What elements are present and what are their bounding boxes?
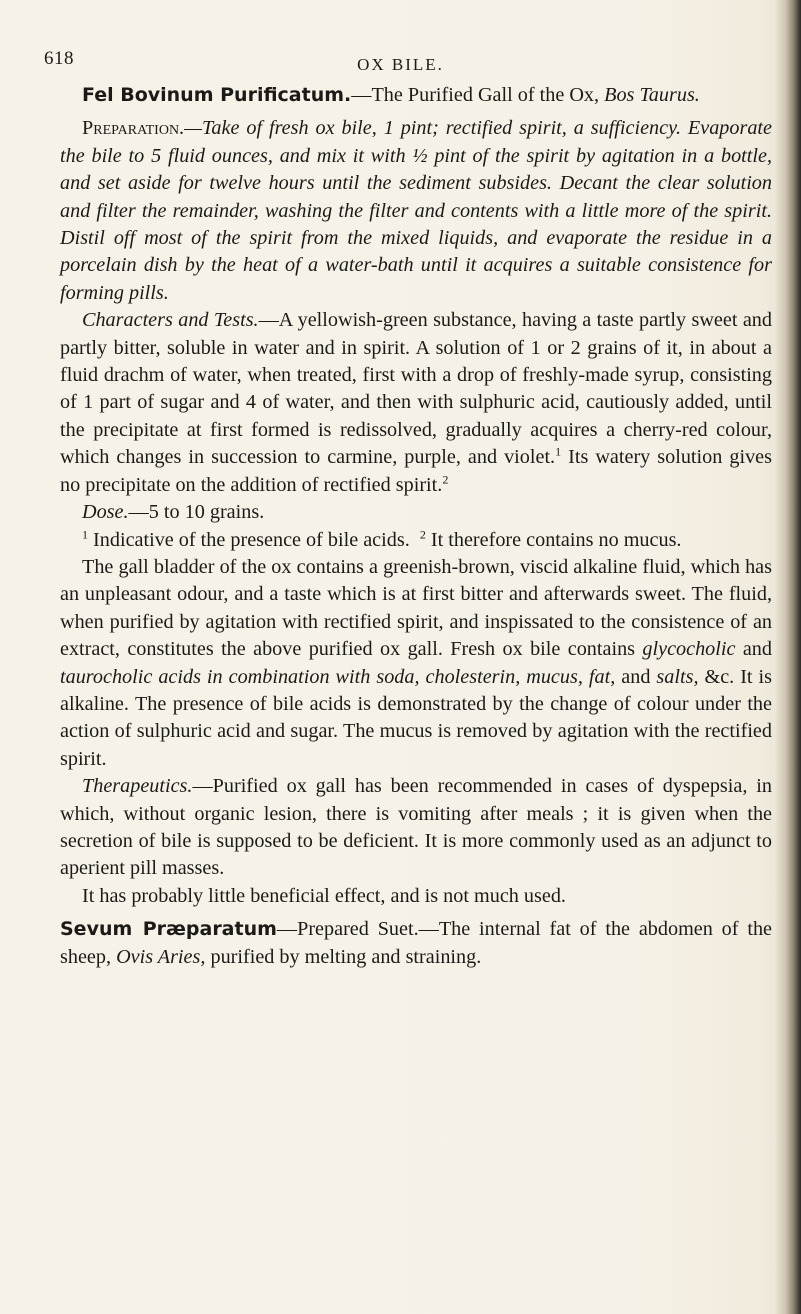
fel-intro: —The Purified Gall of the Ox, xyxy=(351,84,605,106)
salts-term: salts, xyxy=(656,665,699,688)
gall-text-and: and xyxy=(735,638,772,661)
footnote-mark-1: 1 xyxy=(82,526,88,541)
fel-latin-name: Bos Taurus. xyxy=(604,84,700,106)
therapeutics-text-2: It has probably little beneficial effect, and is not much used. xyxy=(82,884,566,907)
footnote-ref-2: 2 xyxy=(442,471,449,486)
sevum-heading: Sevum Præparatum xyxy=(60,918,277,941)
fel-heading-paragraph xyxy=(60,82,772,109)
sevum-latin-name: Ovis Aries, xyxy=(116,945,206,968)
running-head: OX BILE. xyxy=(357,55,444,74)
gall-text-and-2: and xyxy=(615,665,657,688)
gall-text: The gall bladder of the ox contains a greenish-brown, viscid alkaline fluid, which has an unpleasant odour, and a taste which is at first bitter and afterwards sweet. The fluid, when purified by agitation with rectified spirit, and inspissated to the consistence of an extract, constitutes the above purified ox gall. Fresh ox bile contains xyxy=(60,555,772,661)
sevum-intro: —Prepared Suet.—The internal fat of the abdomen of the sheep, xyxy=(60,918,772,968)
characters-paragraph xyxy=(60,307,772,499)
page-edge-shadow xyxy=(775,0,801,1314)
characters-text-2: Its watery solution gives no precipitate on the addition of rectified spirit. xyxy=(60,446,772,496)
footnote-1: Indicative of the presence of bile acids. xyxy=(88,528,410,551)
dose-label: Dose. xyxy=(82,501,129,524)
sevum-paragraph xyxy=(60,916,772,971)
glycocholic-term: glycocholic xyxy=(642,638,736,661)
page-number: 618 xyxy=(44,48,74,69)
body-text xyxy=(60,82,772,971)
therapeutics-paragraph xyxy=(60,773,772,883)
therapeutics-text: —Purified ox gall has been recommended in cases of dyspepsia, in which, without organic lesion, there is vomiting after meals ; it is given when the secretion of bile is supposed to be deficient. It is more commonly used as an adjunct to aperient pill masses. xyxy=(60,775,772,880)
characters-label: Characters and Tests. xyxy=(82,309,259,332)
preparation-label: Preparation. xyxy=(82,117,185,140)
preparation-text: —Take of fresh ox bile, 1 pint; rectified spirit, a sufficiency. Evaporate the bile to 5 fluid ounces, and mix it with ½ pint of the spirit by agitation in a bottle, and set aside for twelve hours until the sediment subsides. Decant the clear solution and filter the remainder, washing the filter and contents with a little more of the spirit. Distil off most of the spirit from the mixed liquids, and evaporate the residue in a porcelain dish by the heat of a water-bath until it acquires a suitable consistence for forming pills. xyxy=(60,117,772,304)
dose-text: —5 to 10 grains. xyxy=(128,501,265,524)
fel-heading: Fel Bovinum Purificatum. xyxy=(82,84,352,106)
preparation-paragraph xyxy=(60,115,772,307)
gall-text-tail: &c. It is alkaline. The presence of bile acids is demonstrated by the change of colour under the action of sulphuric acid and sugar. The mucus is removed by agitation with the rectified spirit. xyxy=(60,665,773,770)
dose-paragraph xyxy=(60,499,772,526)
gall-description-paragraph xyxy=(60,554,772,773)
footnote-mark-2: 2 xyxy=(419,526,426,541)
characters-text: —A yellowish-green substance, having a taste partly sweet and partly bitter, soluble in water and in spirit. A solution of 1 or 2 grains of it, in about a fluid drachm of water, when treated, first with a drop of freshly-made syrup, consisting of 1 part of sugar and 4 of water, and then with sulphuric acid, cautiously added, until the precipitate at first formed is redissolved, gradually acquires a cherry-red colour, which changes in succession to carmine, purple, and violet. xyxy=(60,309,772,469)
therapeutics-paragraph-2 xyxy=(60,883,772,910)
sevum-tail: purified by melting and straining. xyxy=(205,945,482,968)
therapeutics-label: Therapeutics. xyxy=(82,775,193,798)
footnote-2: It therefore contains no mucus. xyxy=(425,528,682,551)
footnote-ref-1: 1 xyxy=(555,444,562,459)
taurocholic-terms: taurocholic acids in combination with soda, cholesterin, mucus, fat, xyxy=(60,665,616,688)
footnotes xyxy=(60,527,772,554)
